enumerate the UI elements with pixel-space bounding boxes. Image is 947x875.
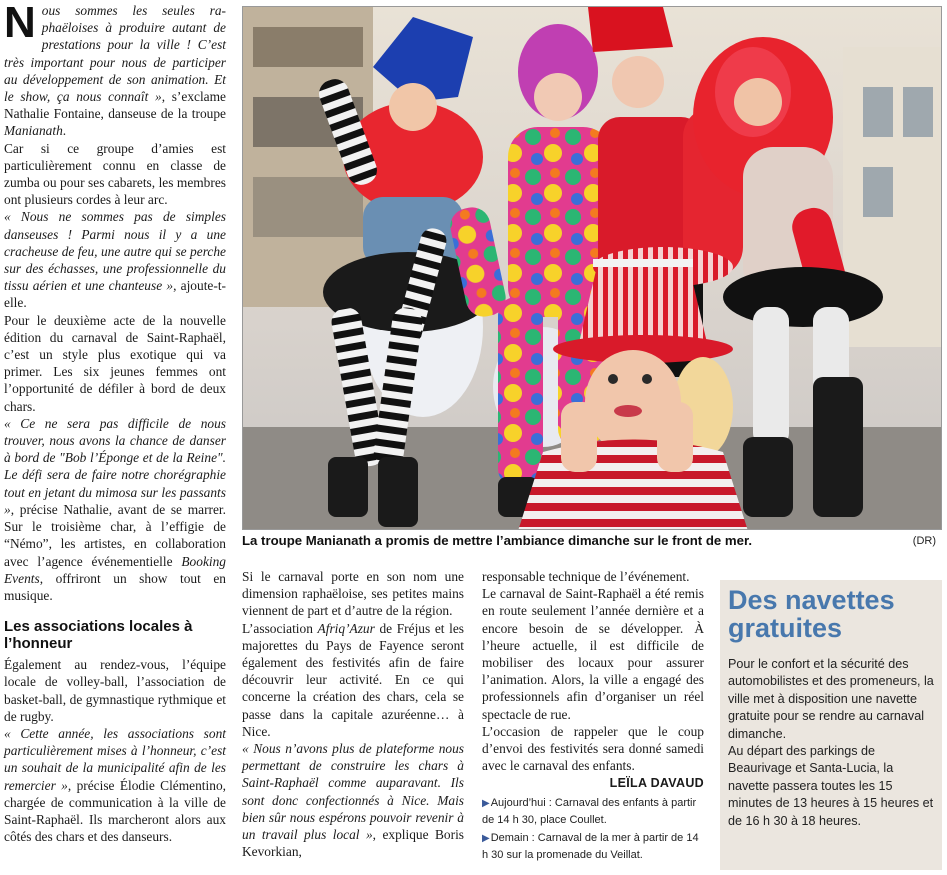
article-paragraph: L’occasion de rappeler que le coup d’envoi des festivités sera donné samedi avec le carnaval des enfants. [482,723,704,774]
quote-text: « Nous n’avons plus de plateforme nous permettant de construire les chars à Saint-Raphaël comme auparavant. Ils sont donc confectionnés à Nice. Mais bien sûr nous espérons pouvoir revenir à un travail plus local » [242,741,464,843]
article-paragraph [4,2,226,140]
photo-caption-bar [242,533,942,553]
box-paragraph: Au départ des parkings de Beaurivage et Santa-Lucia, la navette passera toutes les 15 minutes de 13 heures à 15 heures et de 16 h 30 à 18 heures. [728,744,934,828]
article-column-2 [242,568,464,860]
triangle-bullet-icon: ▶ [482,832,490,844]
article-paragraph: Car si ce groupe d’amies est particulièrement connu en classe de zumba ou pour ses cabarets, les membres ont plusieurs cordes à leur arc. [4,140,226,208]
article-column-1 [4,2,226,845]
article-paragraph [4,208,226,311]
box-body [728,656,934,830]
body-text: . [62,123,67,139]
body-text: , s’exclame Nathalie Fontaine, danseuse de la troupe [4,89,226,122]
article-paragraph [242,740,464,860]
brief-item [482,795,704,828]
article-paragraph: Le carnaval de Saint-Raphaël a été remis en route seulement l’année dernière et a encore besoin de se développer. À l’heure actuelle, il est difficile de mobiliser des locaux pour assurer l’animation. Alors, la ville a engagé des professionnels afin d’organiser un réel spectacle de rue. [482,586,704,722]
article-paragraph [4,415,226,604]
article-paragraph: Également au rendez-vous, l’équipe locale de volley-ball, l’association de basket-ball, de gymnastique rythmique et de rugby. [4,657,226,724]
triangle-bullet-icon: ▶ [482,797,490,809]
body-text: , ajoute-t-elle. [4,278,226,311]
body-text: , précise Nathalie, avant de se marrer. Sur le troisième char, à l’effigie de “Némo”, les artistes, en collaboration avec l’agence événementielle [4,501,226,569]
quote-text: « Ce ne sera pas difficile de nous trouver, nous avons la chance de danser à bord de "Bob l’Éponge et de la Reine". Le défi sera de faire notre chorégraphie tout en jetant du mimosa sur les passants » [4,415,226,517]
agency-name: Booking Events [4,553,226,586]
body-text: L’association [242,620,318,636]
photo-credit: (DR) [912,535,936,547]
box-paragraph: Pour le confort et la sécurité des automobilistes et des promeneurs, la ville met à disposition une navette gratuite pour se rendre au carnaval dimanche. [728,657,934,741]
article-paragraph [4,725,226,845]
article-paragraph: responsable technique de l’événement. [482,569,690,584]
article-paragraph [242,620,464,740]
brief-text: Aujourd’hui : Carnaval des enfants à partir de 14 h 30, place Coullet. [482,796,697,826]
article-paragraph: Si le carnaval porte en son nom une dimension raphaëloise, ses petites mains viennent de part et d’autre de la région. [242,569,464,619]
author-signature: LEÏLA DAVAUD [609,776,704,791]
brief-text: Demain : Carnaval de la mer à partir de 14 h 30 sur la promenade du Veillat. [482,831,699,861]
photo-caption: La troupe Manianath a promis de mettre l’ambiance dimanche sur le front de mer. [242,533,753,548]
body-text: , explique Boris Kevorkian, [242,827,465,860]
quote-text: « Cette année, les associations sont particulièrement mises à l’honneur, c’est un souhait de la municipalité afin de les remercier » [4,725,226,793]
brief-item [482,830,704,863]
article-column-3 [482,568,704,863]
shuttle-info-box [720,580,942,870]
troupe-name: Manianath [4,123,63,139]
section-heading: Les associations locales à l’honneur [4,618,193,653]
body-text: de Fréjus et les majorettes du Pays de Fayence seront également des festivités afin de faire découvrir leur activité. En ce qui concerne la création des chars, cela se passe dans la capitale azuréenne… à Nice. [242,620,465,739]
article-paragraph: Pour le deuxième acte de la nouvelle édition du carnaval de Saint-Raphaël, c’est un style plus exotique qui va primer. Les six jeunes femmes ont l’opportunité de défiler à bord de deux chars. [4,312,226,414]
drop-cap: N [4,0,36,47]
body-text: , offriront un show tout en musique. [4,570,226,603]
quote-text: « Nous ne sommes pas de simples danseuses ! Parmi nous il y a une cracheuse de feu, une autre qui se perche sur des échasses, une professionnelle du tissu aérien et une chanteuse » [4,209,226,294]
dancers-illustration [243,7,942,530]
box-title: Des navettes gratuites [728,585,895,643]
article-photo [242,6,942,530]
association-name: Afriq’Azur [317,620,375,636]
quote-text: ous sommes les seules ra-phaëloises à produire autant de prestations pour la ville ! C’est très important pour nous de participer au développement de son animation. Et le show, ça nous connaît » [4,3,226,105]
body-text: , précise Élodie Clémentino, chargée de communication à la ville de Saint-Raphaël. Ils marcheront alors aux côtés des chars et des danseurs. [4,777,226,845]
